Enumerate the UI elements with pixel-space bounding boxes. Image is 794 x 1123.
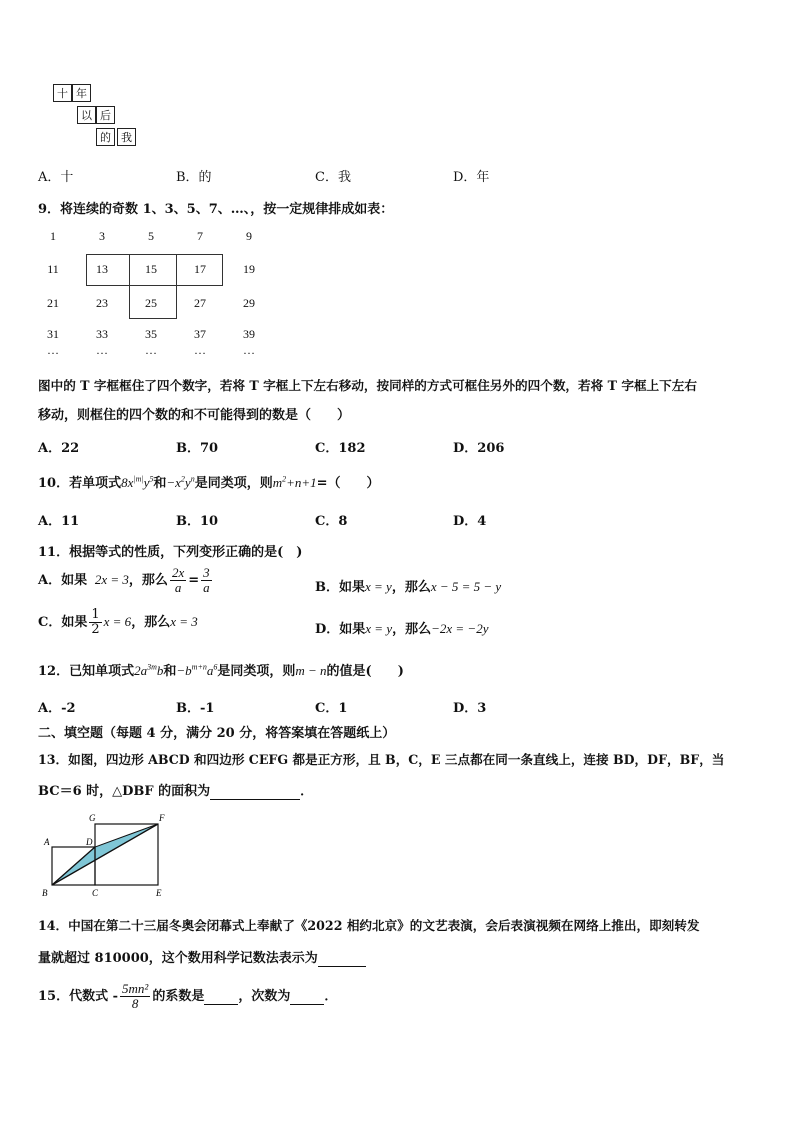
q10-option-c[interactable]: C．8 [315,514,348,529]
q10-suffix: 是同类项，则 [194,476,273,491]
q12-option-b[interactable]: B．-1 [176,701,215,716]
label-f: F [159,813,165,823]
q9-description-cont: 移动，则框住的四个数的和不可能得到的数是（ ） [38,408,351,423]
q15-coefficient-blank[interactable] [204,989,238,1005]
table-cell: 1 [50,229,56,243]
t-frame-cell [129,254,177,286]
q9-option-b[interactable]: B．70 [176,441,219,456]
table-cell: 29 [243,296,255,310]
q10-prefix: 10．若单项式 [38,476,122,491]
q11-option-d[interactable]: D．如果x = y，那么−2x = −2y [315,621,489,637]
table-cell: 25 [145,296,157,310]
q13-stem-cont: BC＝6 时，△DBF 的面积为 ． [38,784,314,799]
table-cell: … [47,343,59,357]
table-cell: … [145,343,157,357]
q15-denominator: 8 [131,996,139,1011]
q9-description: 图中的 T 字框框住了四个数字，若将 T 字框上下左右移动，按同样的方式可框住另外的四个数，若将 T 字框上下左右 [38,378,697,393]
q10-option-d[interactable]: D．4 [453,514,487,529]
table-cell: 35 [145,327,157,341]
q8-option-c[interactable]: C．我 [315,170,351,185]
t-frame-cell [129,285,177,319]
q9-stem: 9．将连续的奇数 1、3、5、7、…、，按一定规律排成如表： [38,202,394,217]
q13-answer-blank[interactable] [210,784,300,800]
t-frame-cell [176,254,223,286]
q11-option-a[interactable]: A．如果 2x = 3，那么 $\frac{2x}{a}$ = $\frac{3}{a}$ [38,565,210,595]
label-d: D [86,837,93,847]
net-cell: 以 [77,106,96,124]
net-cell: 的 [96,128,115,146]
table-cell: 13 [96,262,108,276]
q8-option-a[interactable]: A．十 [38,170,74,185]
squares-figure [40,812,175,900]
table-cell: … [194,343,206,357]
segment-bd [52,847,95,885]
label-a: A [44,837,50,847]
table-cell: 3 [99,229,105,243]
q12-option-d[interactable]: D．3 [453,701,487,716]
table-cell: 5 [148,229,154,243]
table-cell: 7 [197,229,203,243]
q12-stem: 12．已知单项式$2a^{3m}b$和$-b^{m+n}a^6$是同类项，则m − n的值是( ) [38,662,404,679]
table-cell: 37 [194,327,206,341]
net-cell: 十 [53,84,72,102]
q13-stem: 13．如图，四边形 ABCD 和四边形 CEFG 都是正方形，且 B，C，E 三点都在同一条直线上，连接 BD，DF，BF，当 [38,752,725,767]
q9-option-a[interactable]: A．22 [38,441,80,456]
q10-mid: 和 [153,476,167,491]
net-cell: 年 [72,84,91,102]
q15-stem: 15．代数式 - $\frac{\text{5mn²}}{8}$ 的系数是 ，次数为 ． [38,981,338,1011]
q12-option-c[interactable]: C．1 [315,701,348,716]
q11-option-c[interactable]: C．如果 $\frac{1}{2}$ x = 6，那么x = 3 [38,607,198,637]
table-cell: 39 [243,327,255,341]
net-cell: 我 [117,128,136,146]
label-e: E [156,888,162,898]
q10-option-b[interactable]: B．10 [176,514,219,529]
t-frame-cell [86,254,130,286]
q15-numerator: 5mn² [122,981,149,996]
q10-stem: 10．若单项式$8x^{|m|}y^5$和$-x^2y^n$是同类项，则$m^2+n+1=$（ ） [38,474,380,491]
label-b: B [42,888,48,898]
q12-option-a[interactable]: A．-2 [38,701,76,716]
q9-option-c[interactable]: C．182 [315,441,366,456]
label-g: G [89,813,96,823]
q11-option-b[interactable]: B．如果x = y，那么x − 5 = 5 − y [315,579,502,595]
q14-stem-cont: 量就超过 810000，这个数用科学记数法表示为 [38,947,366,967]
table-cell: 9 [246,229,252,243]
table-cell: 21 [47,296,59,310]
label-c: C [92,888,99,898]
table-cell: 23 [96,296,108,310]
q9-option-d[interactable]: D．206 [453,441,505,456]
table-cell: 19 [243,262,255,276]
q10-end: =（ ） [316,476,380,491]
q15-degree-blank[interactable] [290,989,324,1005]
table-cell: … [243,343,255,357]
q11-stem: 11．根据等式的性质，下列变形正确的是( ) [38,545,303,560]
table-cell: 15 [145,262,157,276]
net-cell: 后 [96,106,115,124]
q14-stem: 14．中国在第二十三届冬奥会闭幕式上奉献了《2022 相约北京》的文艺表演，会后表演视频在网络上推出，即刻转发 [38,918,700,933]
q8-option-b[interactable]: B．的 [176,170,212,185]
table-cell: … [96,343,108,357]
section-heading: 二、填空题（每题 4 分，满分 20 分，将答案填在答题纸上） [38,726,396,741]
table-cell: 31 [47,327,59,341]
table-cell: 33 [96,327,108,341]
table-cell: 11 [47,262,59,276]
q10-option-a[interactable]: A．11 [38,514,80,529]
table-cell: 27 [194,296,206,310]
table-cell: 17 [194,262,206,276]
segment-bf [52,824,158,885]
q14-answer-blank[interactable] [318,951,366,967]
q8-option-d[interactable]: D．年 [453,170,490,185]
